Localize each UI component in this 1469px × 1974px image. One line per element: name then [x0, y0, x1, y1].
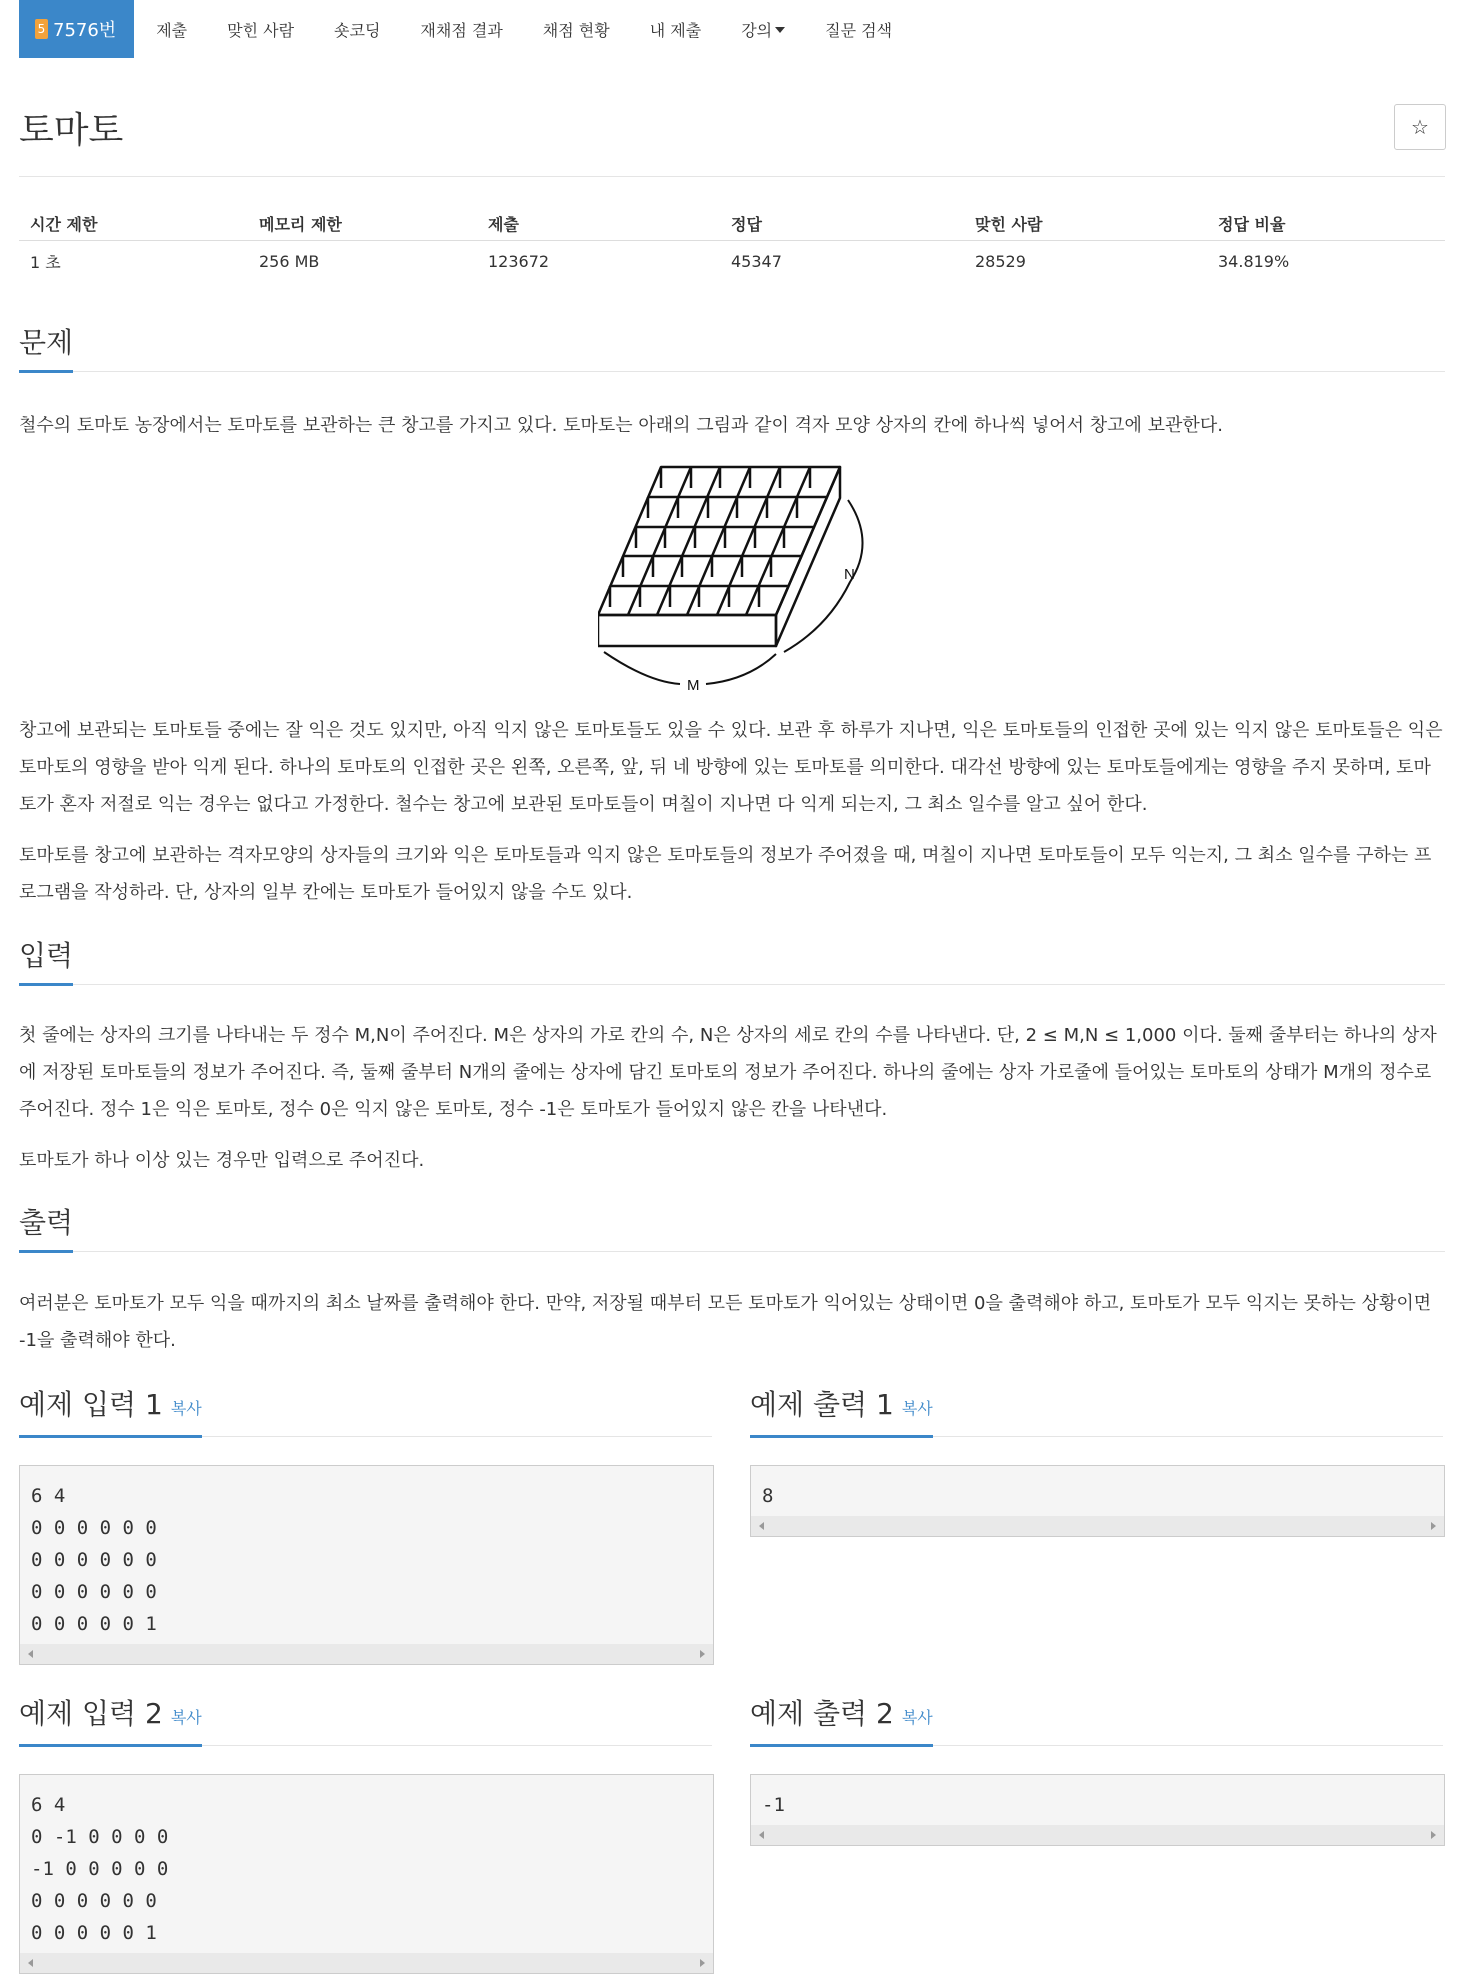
problem-title: 토마토 — [19, 110, 124, 151]
time-limit: 1 초 — [30, 252, 61, 272]
output-paragraph-1: 여러분은 토마토가 모두 익을 때까지의 최소 날짜를 출력해야 한다. 만약, 저장될 때부터 모든 토마토가 익어있는 상태이면 0을 출력해야 하고, 토마토가 모두 익지는 못하는 상황이면 -1을 출력해야 한다. — [19, 1293, 1432, 1351]
copy-button[interactable]: 복사 — [170, 1708, 202, 1727]
tier-badge-icon: 5 — [35, 19, 48, 39]
info-header: 맞힌 사람 — [964, 206, 1207, 241]
input-paragraph-1: 첫 줄에는 상자의 크기를 나타내는 두 정수 M,N이 주어진다. M은 상자의 가로 칸의 수, N은 상자의 세로 칸의 수를 나타낸다. 단, 2 ≤ M,N ≤ 1,000 이다. 둘째 줄부터는 하나의 상자에 저장된 토마토들의 정보가 주어진다. 즉, 둘째 줄부터 N개의 줄에는 상자에 담긴 토마토의 정보가 주어진다. 하나의 줄에는 상자 가로줄에 들어있는 토마토의 상태가 M개의 정수로 주어진다. 정수 1은 익은 토마토, 정수 0은 익지 않은 토마토, 정수 -1은 토마토가 들어있지 않은 칸을 나타낸다. — [19, 1025, 1437, 1120]
info-value-row — [19, 241, 1445, 282]
m-label: M — [687, 677, 700, 694]
copy-button[interactable]: 복사 — [901, 1708, 933, 1727]
sample-input-2-box[interactable] — [19, 1774, 714, 1974]
scroll-right-icon[interactable] — [1431, 1831, 1436, 1839]
input-section-header — [19, 939, 1445, 985]
sample-title: 예제 입력 1 — [19, 1388, 163, 1421]
nav-question-search[interactable]: 질문 검색 — [825, 20, 893, 40]
accept-ratio: 34.819% — [1218, 251, 1290, 271]
nav-judge-status[interactable]: 채점 현황 — [542, 20, 610, 40]
sample-output-2-code: -1 — [762, 1794, 785, 1816]
m-dimension-arc-right — [706, 654, 776, 684]
submission-count: 123672 — [488, 251, 550, 271]
n-label: N — [844, 566, 855, 583]
caret-down-icon — [775, 27, 785, 33]
horizontal-scrollbar[interactable] — [751, 1825, 1444, 1845]
info-header: 정답 — [720, 206, 964, 241]
sample-title: 예제 출력 1 — [750, 1388, 894, 1421]
sample-input-1-header — [19, 1388, 712, 1437]
horizontal-scrollbar[interactable] — [20, 1644, 713, 1664]
tomato-box-figure — [598, 462, 864, 697]
nav-lectures-label: 강의 — [741, 20, 773, 40]
scroll-left-icon[interactable] — [28, 1650, 33, 1658]
nav-rejudge-results[interactable]: 재채점 결과 — [420, 20, 503, 40]
m-dimension-arc-left — [604, 652, 680, 684]
problem-paragraph-1: 철수의 토마토 농장에서는 토마토를 보관하는 큰 창고를 가지고 있다. 토마토는 아래의 그림과 같이 격자 모양 상자의 칸에 하나씩 넣어서 창고에 보관한다. — [19, 415, 1223, 436]
info-header: 정답 비율 — [1207, 206, 1445, 241]
accepted-count: 45347 — [731, 251, 782, 271]
problem-paragraph-3: 토마토를 창고에 보관하는 격자모양의 상자들의 크기와 익은 토마토들과 익지 않은 토마토들의 정보가 주어졌을 때, 며칠이 지나면 토마토들이 모두 익는지, 그 최소 일수를 구하는 프로그램을 작성하라. 단, 상자의 일부 칸에는 토마토가 들어있지 않을 수도 있다. — [19, 845, 1432, 903]
info-header-row — [19, 206, 1445, 241]
solved-user-count: 28529 — [975, 251, 1026, 271]
nav-short-coding[interactable]: 숏코딩 — [334, 20, 381, 40]
nav-submit[interactable]: 제출 — [156, 20, 188, 40]
scroll-right-icon[interactable] — [700, 1959, 705, 1967]
scroll-left-icon[interactable] — [28, 1959, 33, 1967]
sample-title: 예제 입력 2 — [19, 1697, 163, 1730]
nav-lectures-dropdown[interactable] — [741, 18, 785, 41]
sample-output-1-code: 8 — [762, 1485, 774, 1507]
section-divider — [19, 984, 1445, 985]
scroll-left-icon[interactable] — [759, 1522, 764, 1530]
sample-output-2-box[interactable] — [750, 1774, 1445, 1846]
horizontal-scrollbar[interactable] — [20, 1953, 713, 1973]
horizontal-scrollbar[interactable] — [751, 1516, 1444, 1536]
section-heading: 입력 — [19, 939, 73, 986]
sample-output-1-header — [750, 1388, 1443, 1437]
sample-title: 예제 출력 2 — [750, 1697, 894, 1730]
info-header: 메모리 제한 — [248, 206, 477, 241]
problem-number-label: 7576번 — [53, 20, 117, 41]
info-header: 제출 — [477, 206, 720, 241]
memory-limit: 256 MB — [259, 251, 320, 271]
nav-problem-number[interactable] — [19, 0, 134, 58]
info-header: 시간 제한 — [19, 206, 248, 241]
section-divider — [19, 371, 1445, 372]
nav-my-submissions[interactable]: 내 제출 — [649, 20, 702, 40]
scroll-left-icon[interactable] — [759, 1831, 764, 1839]
section-heading: 문제 — [19, 326, 73, 373]
problem-info-table — [19, 206, 1445, 281]
sample-output-2-header — [750, 1697, 1443, 1746]
sample-output-1-box[interactable] — [750, 1465, 1445, 1537]
problem-section-header — [19, 326, 1445, 372]
section-divider — [19, 1251, 1445, 1252]
scroll-right-icon[interactable] — [700, 1650, 705, 1658]
copy-button[interactable]: 복사 — [170, 1399, 202, 1418]
box-front-face — [598, 615, 776, 646]
sample-input-1-box[interactable] — [19, 1465, 714, 1665]
output-section-header — [19, 1206, 1445, 1252]
section-heading: 출력 — [19, 1206, 73, 1253]
problem-nav — [19, 0, 892, 58]
sample-input-2-header — [19, 1697, 712, 1746]
sample-input-2-code: 6 4 0 -1 0 0 0 0 -1 0 0 0 0 0 0 0 0 0 0 0 0 0 0 0 0 1 — [31, 1794, 169, 1944]
star-icon[interactable]: ☆ — [1394, 104, 1446, 150]
problem-paragraph-2: 창고에 보관되는 토마토들 중에는 잘 익은 것도 있지만, 아직 익지 않은 토마토들도 있을 수 있다. 보관 후 하루가 지나면, 익은 토마토들의 인접한 곳에 있는 익지 않은 토마토들은 익은 토마토의 영향을 받아 익게 된다. 하나의 토마토의 인접한 곳은 왼쪽, 오른쪽, 앞, 뒤 네 방향에 있는 토마토를 의미한다. 대각선 방향에 있는 토마토들에게는 영향을 주지 못하며, 토마토가 혼자 저절로 익는 경우는 없다고 가정한다. 철수는 창고에 보관된 토마토들이 며칠이 지나면 다 익게 되는지, 그 최소 일수를 알고 싶어 한다. — [19, 720, 1443, 815]
copy-button[interactable]: 복사 — [901, 1399, 933, 1418]
title-divider — [19, 176, 1445, 177]
sample-input-1-code: 6 4 0 0 0 0 0 0 0 0 0 0 0 0 0 0 0 0 0 0 0 0 0 0 0 1 — [31, 1485, 157, 1635]
input-paragraph-2: 토마토가 하나 이상 있는 경우만 입력으로 주어진다. — [19, 1150, 425, 1171]
nav-solved-users[interactable]: 맞힌 사람 — [227, 20, 295, 40]
scroll-right-icon[interactable] — [1431, 1522, 1436, 1530]
